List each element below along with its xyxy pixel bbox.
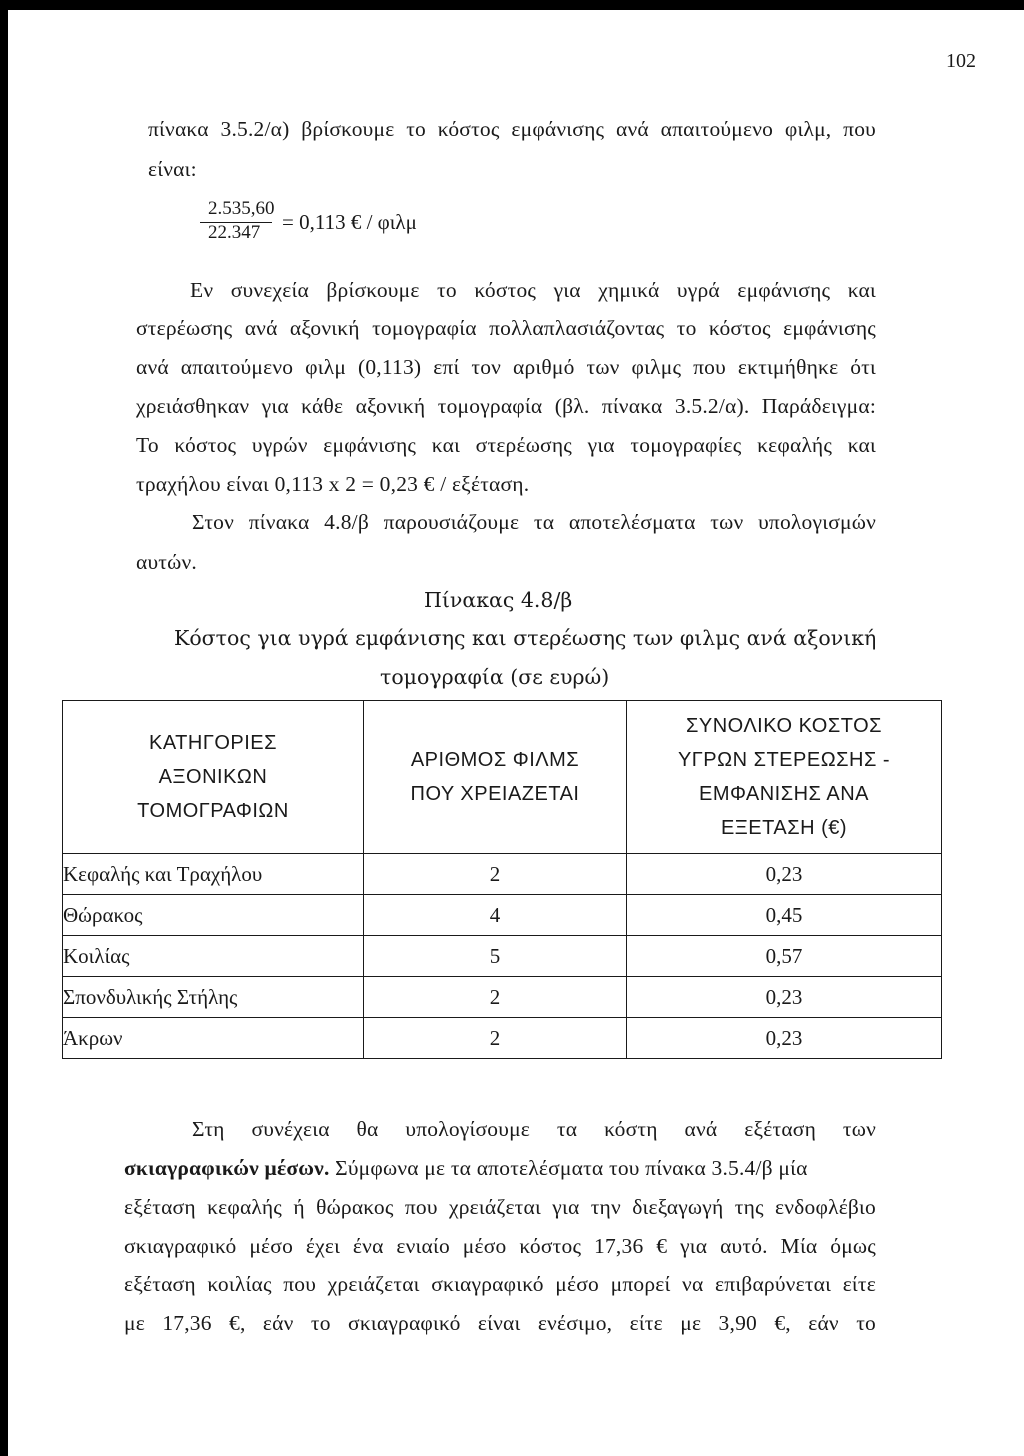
table-row	[63, 977, 942, 1018]
document-page	[8, 10, 1024, 1456]
cell-category: Θώρακος	[63, 895, 364, 936]
cell-total: 0,23	[627, 1018, 942, 1059]
para1-line-2: στερέωσης ανά αξονική τομογραφία πολλαπλασιάζοντας το κόστος εμφάνισης	[136, 316, 876, 340]
intro-line-2: είναι:	[148, 157, 197, 181]
fraction-denominator: 22.347	[208, 222, 261, 243]
para1-line-3: ανά απαιτούμενο φιλμ (0,113) επί τον αριθμό των φιλμς που εκτιμήθηκε ότι	[136, 355, 876, 379]
table-row	[63, 936, 942, 977]
header-total-cost: ΣΥΝΟΛΙΚΟ ΚΟΣΤΟΣ ΥΓΡΩΝ ΣΤΕΡΕΩΣΗΣ - ΕΜΦΑΝΙΣΗΣ ΑΝΑ ΕΞΕΤΑΣΗ (€)	[627, 701, 942, 854]
intro-line-1: πίνακα 3.5.2/α) βρίσκουμε το κόστος εμφάνισης ανά απαιτούμενο φιλμ, που	[148, 117, 876, 141]
table-title-line-2: τομογραφία (σε ευρώ)	[380, 665, 610, 689]
para3-line-5: εξέταση κοιλίας που χρειάζεται σκιαγραφικό μέσο μπορεί να επιβαρύνεται είτε	[124, 1272, 876, 1296]
cell-films: 2	[364, 977, 627, 1018]
para1-line-1: Εν συνεχεία βρίσκουμε το κόστος για χημικά υγρά εμφάνισης και	[190, 278, 876, 302]
cell-category: Κεφαλής και Τραχήλου	[63, 854, 364, 895]
para2-line-1: Στον πίνακα 4.8/β παρουσιάζουμε τα αποτελέσματα των υπολογισμών	[192, 510, 876, 534]
page-number: 102	[946, 50, 976, 72]
para3-line-4: σκιαγραφικό μέσο έχει ένα ενιαίο μέσο κόστος 17,36 € για αυτό. Μία όμως	[124, 1234, 876, 1258]
para3-line-2-rest: Σύμφωνα με τα αποτελέσματα του πίνακα 3.5.4/β μία	[329, 1156, 808, 1180]
table-row	[63, 1018, 942, 1059]
cell-category: Σπονδυλικής Στήλης	[63, 977, 364, 1018]
para2-line-2: αυτών.	[136, 550, 197, 574]
para1-line-5: Το κόστος υγρών εμφάνισης και στερέωσης για τομογραφίες κεφαλής και	[136, 433, 876, 457]
cell-category: Κοιλίας	[63, 936, 364, 977]
para1-line-4: χρειάσθηκαν για κάθε αξονική τομογραφία (βλ. πίνακα 3.5.2/α). Παράδειγμα:	[136, 394, 876, 418]
para3-line-6: με 17,36 €, εάν το σκιαγραφικό είναι ενέσιμο, είτε με 3,90 €, εάν το	[124, 1311, 876, 1335]
cell-total: 0,23	[627, 854, 942, 895]
table-label: Πίνακας 4.8/β	[424, 588, 573, 612]
fraction-numerator: 2.535,60	[208, 198, 275, 219]
table-header-row	[63, 701, 942, 854]
cell-category: Άκρων	[63, 1018, 364, 1059]
cell-films: 2	[364, 1018, 627, 1059]
header-category: ΚΑΤΗΓΟΡΙΕΣ ΑΞΟΝΙΚΩΝ ΤΟΜΟΓΡΑΦΙΩΝ	[63, 701, 364, 854]
cell-total: 0,57	[627, 936, 942, 977]
para1-line-6: τραχήλου είναι 0,113 x 2 = 0,23 € / εξέταση.	[136, 472, 530, 496]
header-films: ΑΡΙΘΜΟΣ ΦΙΛΜΣ ΠΟΥ ΧΡΕΙΑΖΕΤΑΙ	[364, 701, 627, 854]
para3-bold-term: σκιαγραφικών μέσων.	[124, 1156, 330, 1180]
results-table	[62, 700, 942, 1059]
fraction-result: = 0,113 € / φιλμ	[282, 210, 417, 234]
cell-films: 5	[364, 936, 627, 977]
cell-films: 2	[364, 854, 627, 895]
cell-films: 4	[364, 895, 627, 936]
table-row	[63, 854, 942, 895]
para3-line-2	[124, 1156, 808, 1181]
cell-total: 0,23	[627, 977, 942, 1018]
para3-line-3: εξέταση κεφαλής ή θώρακος που χρειάζεται για την διεξαγωγή της ενδοφλέβιο	[124, 1195, 876, 1219]
para3-line-1: Στη συνέχεια θα υπολογίσουμε τα κόστη ανά εξέταση των	[192, 1117, 876, 1141]
table-title-line-1: Κόστος για υγρά εμφάνισης και στερέωσης των φιλμς ανά αξονική	[174, 626, 877, 650]
table-row	[63, 895, 942, 936]
cell-total: 0,45	[627, 895, 942, 936]
